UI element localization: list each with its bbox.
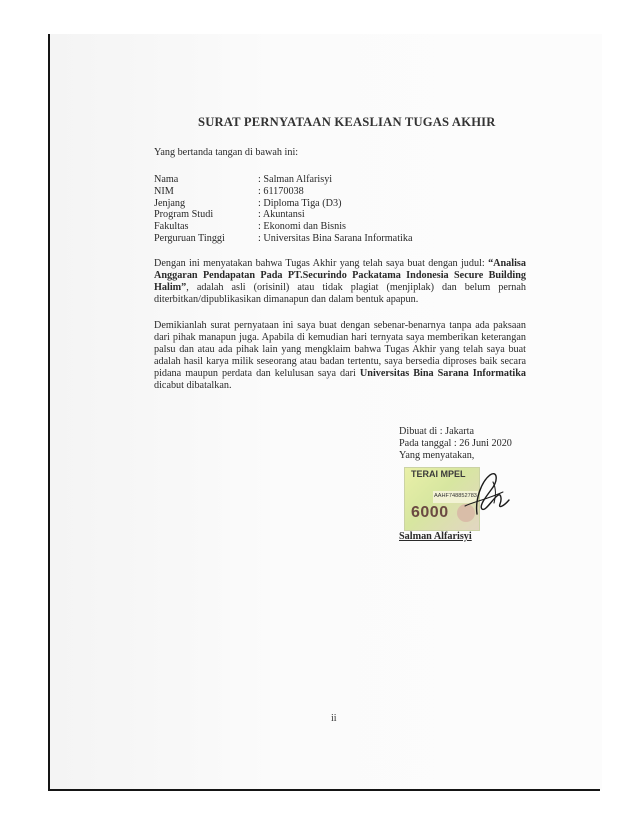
university-name: Universitas Bina Sarana Informatika [359,368,526,380]
stamp-label: TERAI MPEL [411,468,466,479]
intro-text: Yang bertanda tangan di bawah ini: [154,147,299,158]
signing-date: Pada tanggal : 26 Juni 2020 [399,437,512,449]
field-label: Jenjang [154,197,186,209]
field-label: Fakultas [154,221,189,233]
paragraph-text: Dengan ini menyatakan bahwa Tugas Akhir yang telah saya buat dengan judul: [154,257,489,269]
field-value: : Akuntansi [258,209,305,221]
signing-place: Dibuat di : Jakarta [399,426,474,437]
page-number: ii [331,713,337,724]
document-title: SURAT PERNYATAAN KEASLIAN TUGAS AKHIR [198,115,496,129]
declaration-paragraph [154,258,526,306]
field-value: : Universitas Bina Sarana Informatika [258,232,413,244]
thesis-title: “Analisa Anggaran Pendapatan Pada PT.Securindo Packatama Indonesia Secure Building Halim” [154,257,526,293]
document-body [154,115,526,392]
field-label: Program Studi [154,209,214,221]
field-label: Nama [154,174,179,185]
signature-area [399,464,549,529]
closing-paragraph [154,320,526,391]
field-value: : Diploma Tiga (D3) [258,197,342,209]
paragraph-text: dicabut dibatalkan. [154,379,232,391]
page-bottom-edge [48,789,600,791]
field-label: Perguruan Tinggi [154,232,225,244]
field-row-nim [154,186,526,198]
signer-name: Salman Alfarisyi [399,530,472,542]
field-label: NIM [154,185,174,197]
field-value: : Ekonomi dan Bisnis [258,221,347,233]
field-value: : Salman Alfarisyi [258,174,333,185]
field-value: : 61170038 [258,185,304,197]
field-row-university [154,233,526,245]
field-row-study-program [154,209,526,221]
identity-fields [154,174,526,245]
stamp-serial: AAHF748852783 [433,491,478,503]
stamp-value: 6000 [411,503,449,521]
paragraph-text: Demikianlah surat pernyataan ini saya buat dengan sebenar-benarnya tanpa ada paksaan dari pihak manapun juga. Apabila di kemudian hari ternyata saya memberikan keterangan palsu dan atau ada pihak lain yang mengklaim bahwa Tugas Akhir yang telah saya buat adalah hasil karya milik seseorang atau badan tertentu, saya bersedia diproses baik secara pidana maupun perdata dan kelulusan saya dari [154,320,526,380]
signature-block [399,426,549,543]
statement-label: Yang menyatakan, [399,449,475,461]
field-row-level [154,198,526,210]
field-row-faculty [154,221,526,233]
handwritten-signature [457,462,517,522]
field-row-name [154,174,526,186]
paragraph-text: , adalah asli (orisinil) atau tidak plagiat (menjiplak) dan belum pernah diterbitkan/dipublikasikan dimanapun dan dalam bentuk apapun. [154,281,526,305]
page-left-edge [48,34,50,791]
